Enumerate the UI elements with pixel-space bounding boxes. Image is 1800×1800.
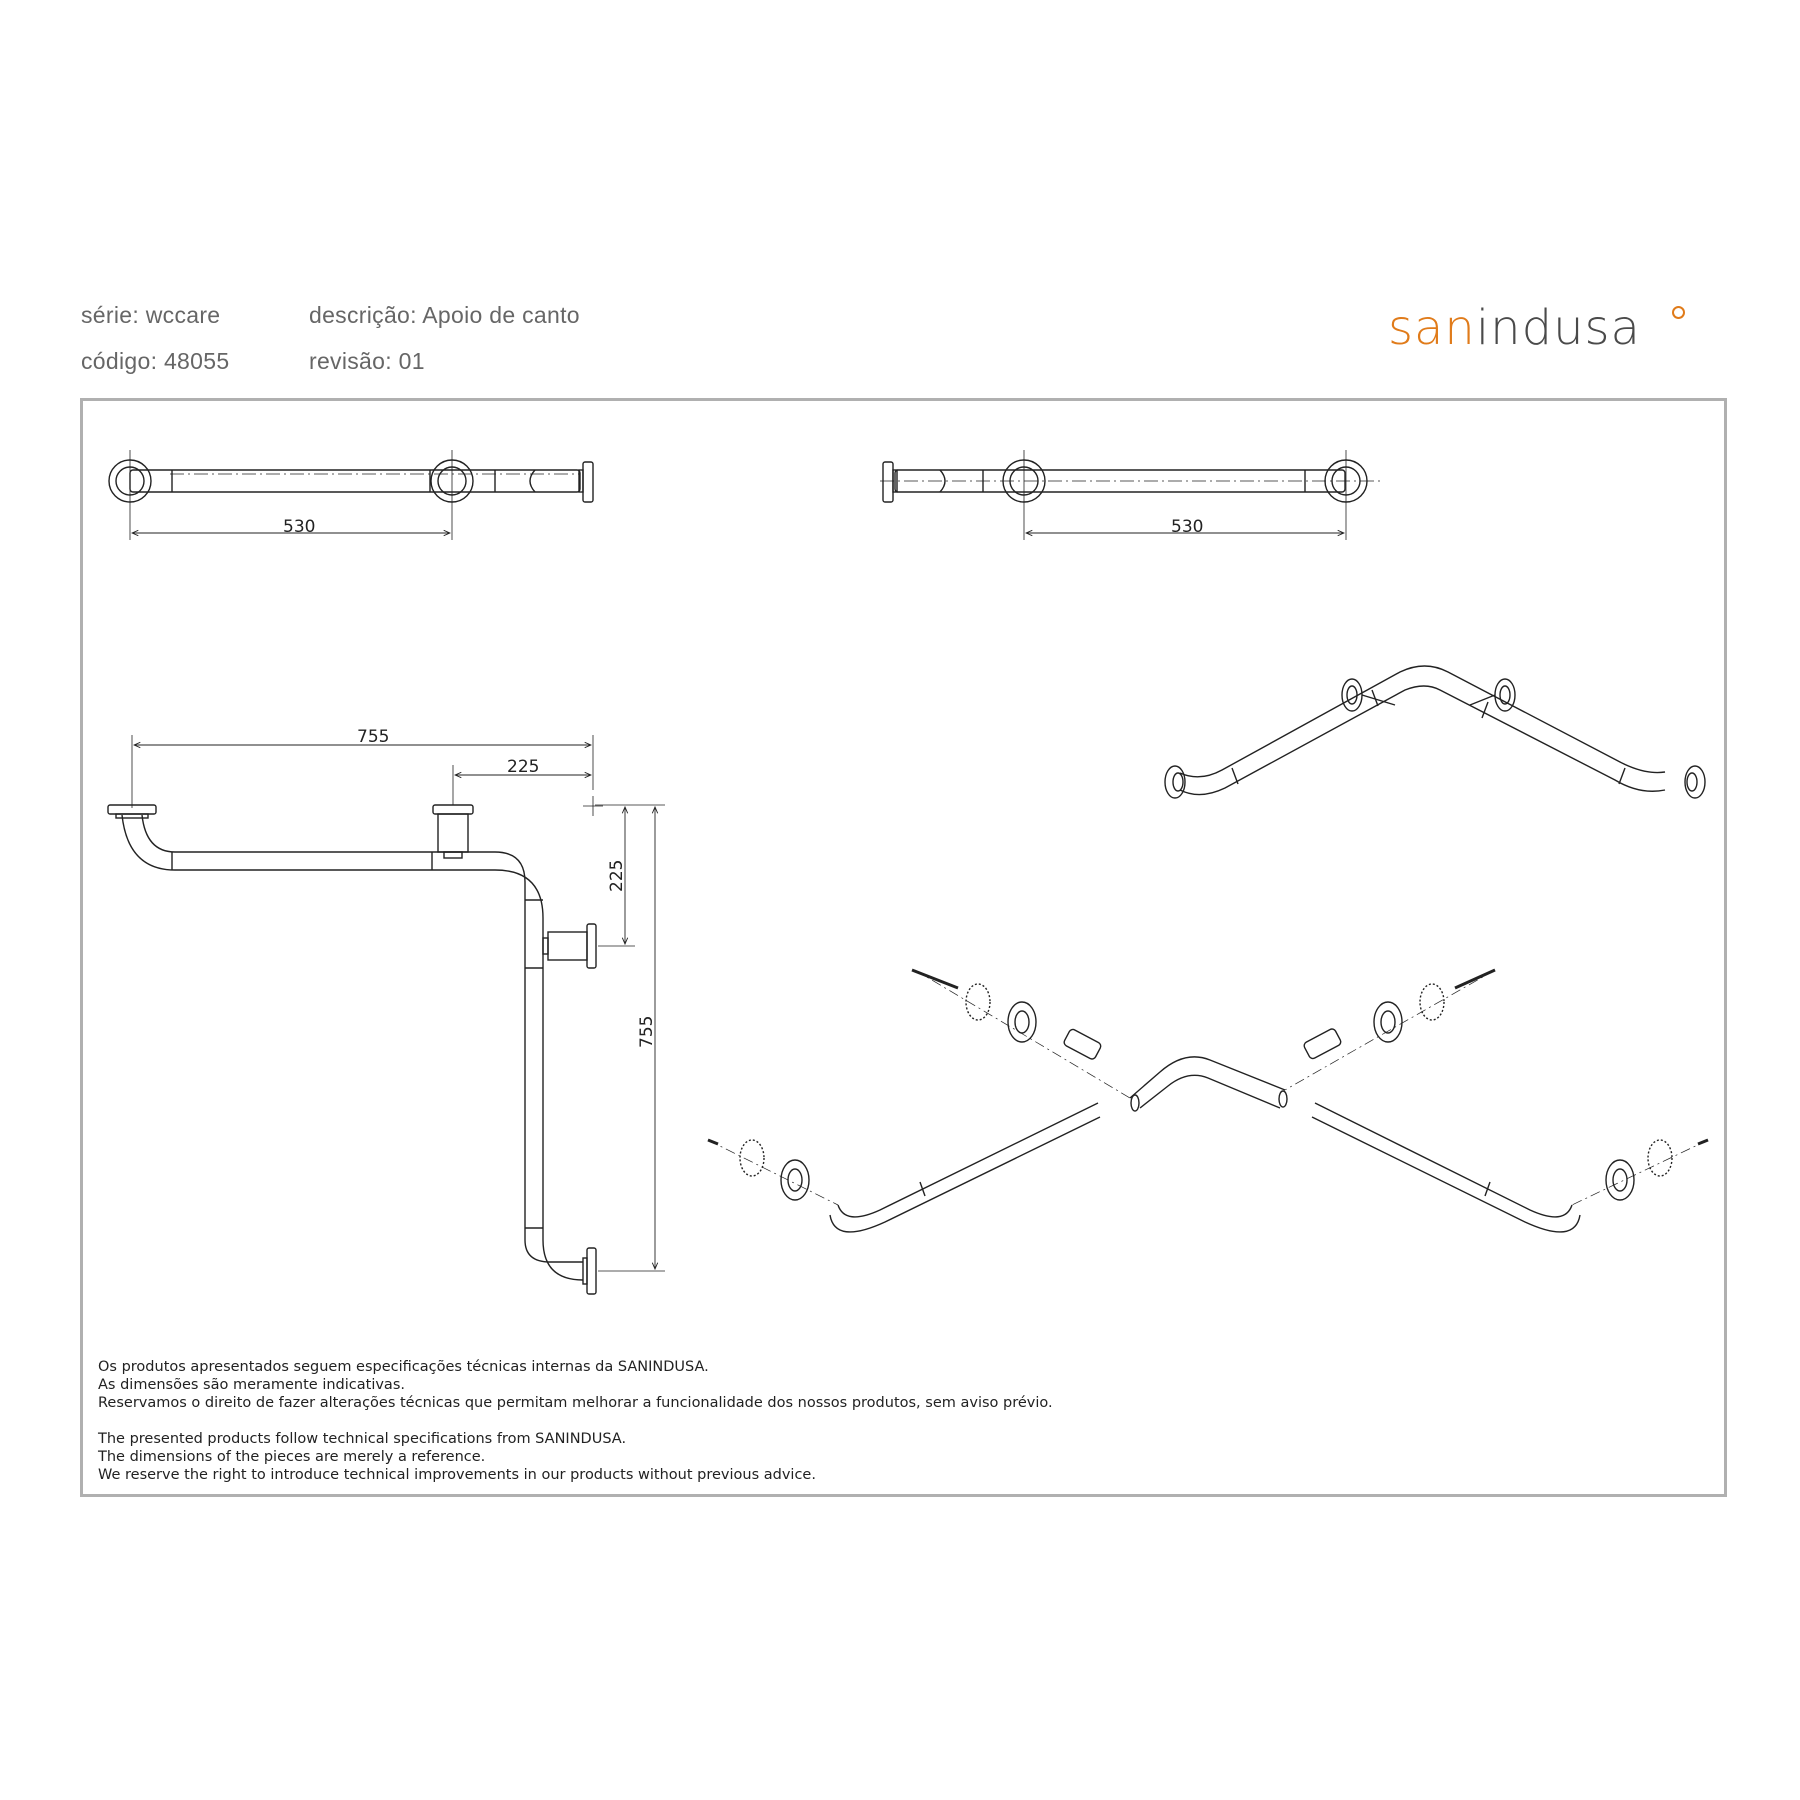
dim-side-225: 225 xyxy=(607,859,627,892)
revisao-label: revisão: 01 xyxy=(309,348,425,374)
note-pt-3: Reservamos o direito de fazer alterações técnicas que permitam melhorar a funcionalidade dos nossos produtos, sem aviso prévio. xyxy=(98,1395,1053,1411)
dim-side-755: 755 xyxy=(637,1015,657,1048)
note-en-1: The presented products follow technical specifications from SANINDUSA. xyxy=(98,1431,627,1447)
disclaimer-notes xyxy=(98,1358,1053,1484)
logo-part-san: san xyxy=(1388,300,1476,356)
dim-top-left-530: 530 xyxy=(283,517,316,537)
descricao-label: descrição: Apoio de canto xyxy=(309,302,580,328)
note-pt-2: As dimensões são meramente indicativas. xyxy=(98,1377,405,1393)
isometric-assembled xyxy=(1165,666,1705,798)
note-en-2: The dimensions of the pieces are merely a reference. xyxy=(98,1449,486,1465)
top-view-right xyxy=(880,450,1380,540)
note-pt-1: Os produtos apresentados seguem especificações técnicas internas da SANINDUSA. xyxy=(98,1359,709,1375)
top-view-left xyxy=(109,450,593,540)
front-elevation xyxy=(108,735,665,1294)
dim-front-755: 755 xyxy=(357,727,390,747)
serie-label: série: wccare xyxy=(81,302,221,328)
codigo-label: código: 48055 xyxy=(81,348,230,374)
dim-front-225: 225 xyxy=(507,757,540,777)
logo-part-indusa: indusa xyxy=(1475,300,1641,356)
dim-top-right-530: 530 xyxy=(1171,517,1204,537)
exploded-view xyxy=(708,970,1708,1232)
note-en-3: We reserve the right to introduce technical improvements in our products without previous advice. xyxy=(98,1467,816,1483)
